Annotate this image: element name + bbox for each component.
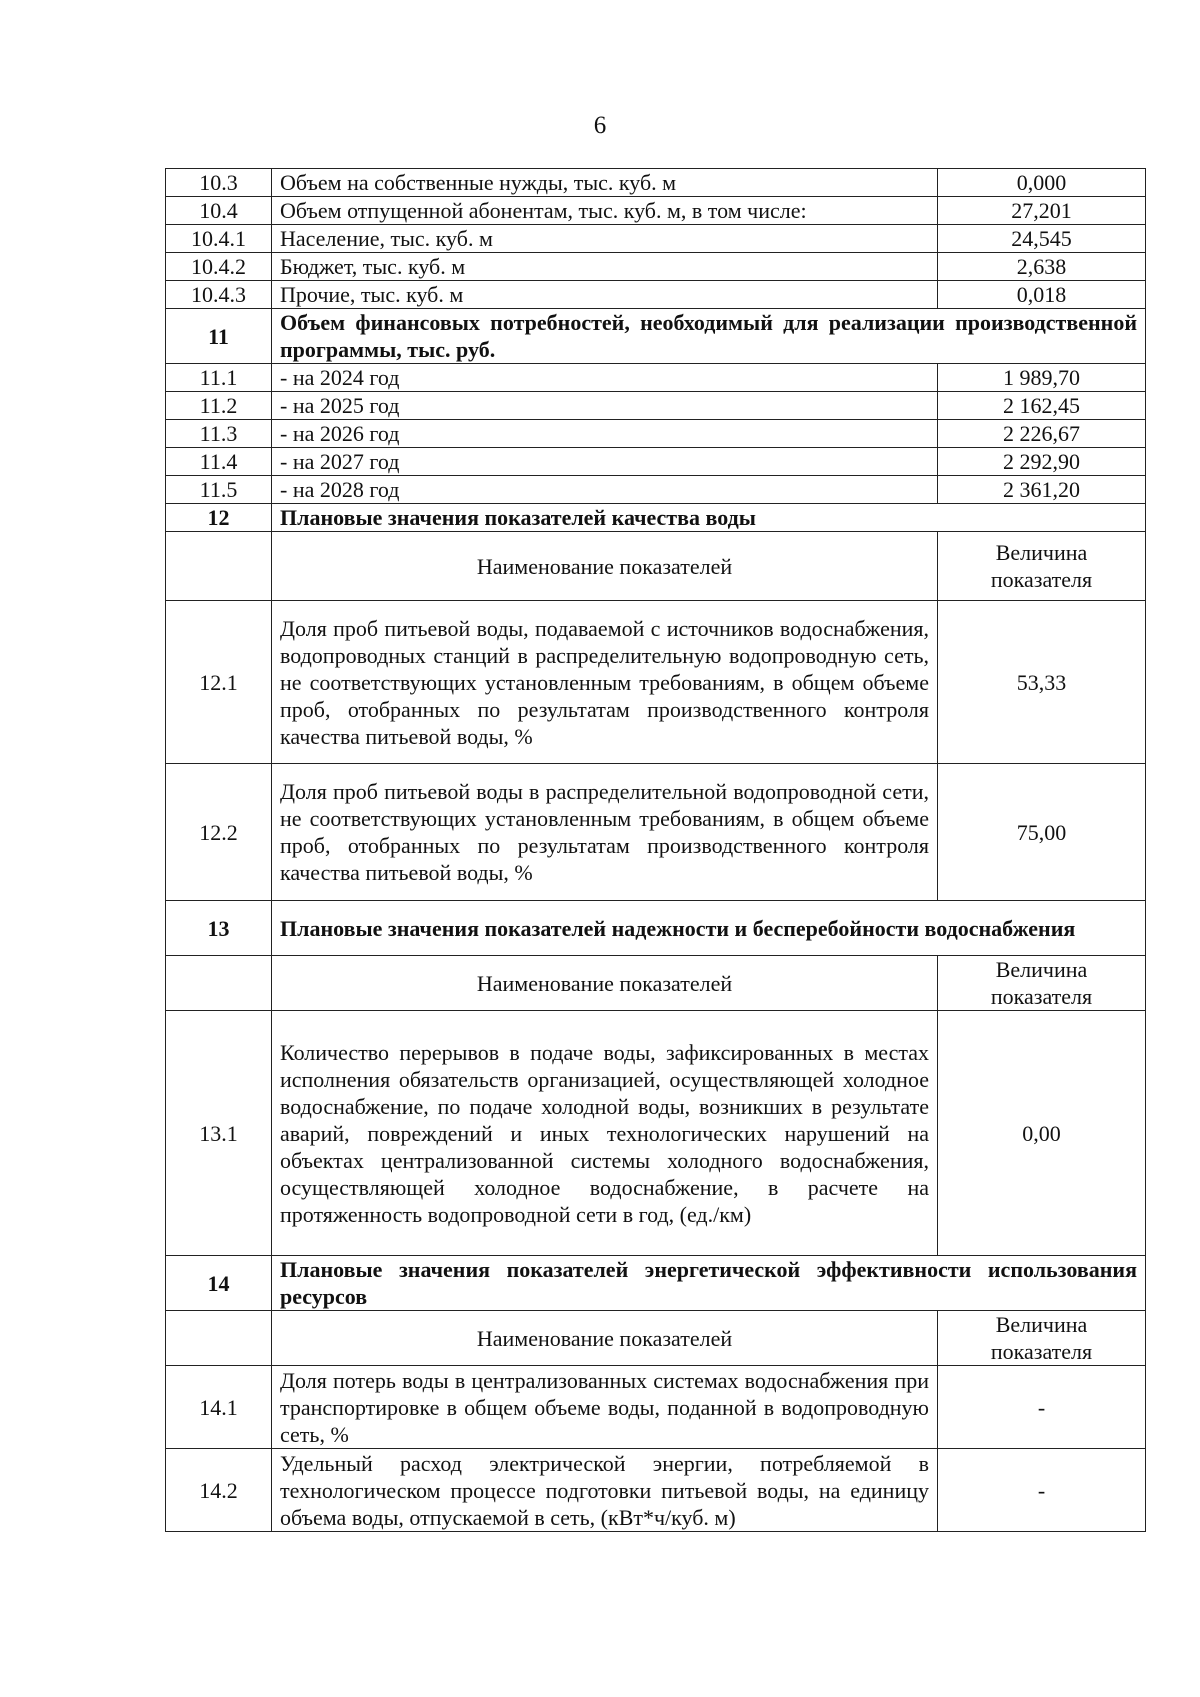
indicators-table (165, 168, 1146, 1532)
column-header-value: Величина показателя (938, 1311, 1146, 1366)
row-number: 11.3 (166, 420, 272, 448)
table-row (166, 420, 1146, 448)
row-number: 12.2 (166, 764, 272, 901)
empty-cell (166, 956, 272, 1011)
row-number: 14.2 (166, 1449, 272, 1532)
table-row (166, 225, 1146, 253)
row-number: 13.1 (166, 1011, 272, 1256)
row-label: Доля потерь воды в централизованных системах водоснабжения при транспортировке в общем объеме воды, поданной в водопроводную сеть, % (272, 1366, 938, 1449)
row-number: 10.4.3 (166, 281, 272, 309)
row-value: 24,545 (938, 225, 1146, 253)
table-row (166, 197, 1146, 225)
table-row (166, 476, 1146, 504)
row-value: 2 292,90 (938, 448, 1146, 476)
row-value: 0,00 (938, 1011, 1146, 1256)
row-value: 0,018 (938, 281, 1146, 309)
row-number: 10.3 (166, 169, 272, 197)
row-label: Доля проб питьевой воды, подаваемой с источников водоснабжения, водопроводных станций в распределительную водопроводную сеть, не соответствующих установленным требованиям, в общем объеме проб, отобранных по результатам производственного контроля качества питьевой воды, % (272, 601, 938, 764)
row-label: - на 2028 год (272, 476, 938, 504)
table-row (166, 1011, 1146, 1256)
row-number: 10.4.2 (166, 253, 272, 281)
row-label: - на 2024 год (272, 364, 938, 392)
empty-cell (166, 532, 272, 601)
column-header-label: Наименование показателей (272, 532, 938, 601)
table-row (166, 253, 1146, 281)
column-header-label: Наименование показателей (272, 1311, 938, 1366)
section-number: 13 (166, 901, 272, 956)
row-label: - на 2027 год (272, 448, 938, 476)
table-row (166, 392, 1146, 420)
row-value: - (938, 1366, 1146, 1449)
row-label: Доля проб питьевой воды в распределительной водопроводной сети, не соответствующих установленным требованиям, в общем объеме проб, отобранных по результатам производственного контроля качества питьевой воды, % (272, 764, 938, 901)
table-row (166, 764, 1146, 901)
column-header-row (166, 532, 1146, 601)
section-number: 12 (166, 504, 272, 532)
row-value: 2 361,20 (938, 476, 1146, 504)
section-title: Плановые значения показателей надежности и бесперебойности водоснабжения (272, 901, 1146, 956)
empty-cell (166, 1311, 272, 1366)
section-number: 14 (166, 1256, 272, 1311)
row-label: Объем отпущенной абонентам, тыс. куб. м, в том числе: (272, 197, 938, 225)
column-header-row (166, 956, 1146, 1011)
row-value: 75,00 (938, 764, 1146, 901)
section-title: Объем финансовых потребностей, необходимый для реализации производственной программы, тыс. руб. (272, 309, 1146, 364)
row-label: - на 2026 год (272, 420, 938, 448)
row-value: 1 989,70 (938, 364, 1146, 392)
column-header-value: Величина показателя (938, 532, 1146, 601)
row-number: 10.4 (166, 197, 272, 225)
row-number: 11.4 (166, 448, 272, 476)
row-value: 2,638 (938, 253, 1146, 281)
row-label: Бюджет, тыс. куб. м (272, 253, 938, 281)
section-title: Плановые значения показателей качества воды (272, 504, 1146, 532)
row-label: Удельный расход электрической энергии, потребляемой в технологическом процессе подготовки питьевой воды, на единицу объема воды, отпускаемой в сеть, (кВт*ч/куб. м) (272, 1449, 938, 1532)
row-label: Объем на собственные нужды, тыс. куб. м (272, 169, 938, 197)
row-number: 10.4.1 (166, 225, 272, 253)
table-row (166, 1366, 1146, 1449)
column-header-value: Величина показателя (938, 956, 1146, 1011)
row-label: Население, тыс. куб. м (272, 225, 938, 253)
table-row (166, 1449, 1146, 1532)
column-header-label: Наименование показателей (272, 956, 938, 1011)
section-header-row (166, 1256, 1146, 1311)
row-value: 2 162,45 (938, 392, 1146, 420)
table-row (166, 169, 1146, 197)
row-value: - (938, 1449, 1146, 1532)
row-value: 27,201 (938, 197, 1146, 225)
row-number: 12.1 (166, 601, 272, 764)
table-row (166, 601, 1146, 764)
table-row (166, 281, 1146, 309)
section-header-row (166, 901, 1146, 956)
row-value: 2 226,67 (938, 420, 1146, 448)
row-value: 0,000 (938, 169, 1146, 197)
section-title: Плановые значения показателей энергетической эффективности использования ресурсов (272, 1256, 1146, 1311)
row-number: 14.1 (166, 1366, 272, 1449)
table-row (166, 448, 1146, 476)
table-row (166, 364, 1146, 392)
row-label: Прочие, тыс. куб. м (272, 281, 938, 309)
section-number: 11 (166, 309, 272, 364)
row-label: Количество перерывов в подаче воды, зафиксированных в местах исполнения обязательств организацией, осуществляющей холодное водоснабжение, по подаче холодной воды, возникших в результате аварий, повреждений и иных технологических нарушений на объектах централизованной системы холодного водоснабжения, осуществляющей холодное водоснабжение, в расчете на протяженность водопроводной сети в год, (ед./км) (272, 1011, 938, 1256)
row-number: 11.1 (166, 364, 272, 392)
row-number: 11.5 (166, 476, 272, 504)
section-header-row (166, 504, 1146, 532)
page-number: 6 (593, 112, 607, 139)
row-number: 11.2 (166, 392, 272, 420)
row-value: 53,33 (938, 601, 1146, 764)
column-header-row (166, 1311, 1146, 1366)
section-header-row (166, 309, 1146, 364)
row-label: - на 2025 год (272, 392, 938, 420)
